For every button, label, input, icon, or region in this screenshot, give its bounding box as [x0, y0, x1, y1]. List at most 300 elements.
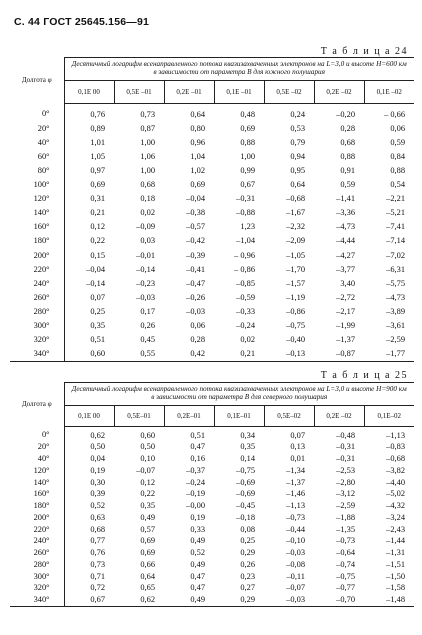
value-cell: 0,69 — [240, 123, 255, 133]
value-cell: 0,68 — [90, 524, 105, 534]
value-cell: –0,48 — [336, 430, 355, 440]
value-cell: –0,14 — [136, 264, 155, 274]
value-cell: 0,49 — [140, 512, 155, 522]
value-cell: 0,84 — [390, 151, 405, 161]
value-cell: 0,88 — [240, 137, 255, 147]
longitude-cell: 0° — [10, 103, 64, 122]
column-header: 0,2E –01 — [164, 80, 214, 103]
longitude-cell: 160° — [10, 220, 64, 234]
table-row — [10, 192, 414, 206]
column-header: 0,1E –02 — [364, 80, 414, 103]
longitude-cell: 40° — [10, 453, 64, 465]
value-cell: 0,51 — [90, 335, 105, 345]
column-header: 0,5E –01 — [114, 80, 164, 103]
value-cell: 0,42 — [190, 349, 205, 359]
longitude-cell: 180° — [10, 500, 64, 512]
value-cell: 1,06 — [140, 151, 155, 161]
value-cell: –0,00 — [186, 501, 205, 511]
value-cell: –0,59 — [236, 292, 255, 302]
value-cell: –0,07 — [286, 583, 305, 593]
value-cell: –0,19 — [186, 489, 205, 499]
value-cell: 0,07 — [290, 430, 305, 440]
value-cell: 0,19 — [90, 465, 105, 475]
value-cell: 0,07 — [90, 292, 105, 302]
value-cell: –4,27 — [336, 250, 355, 260]
longitude-cell: 340° — [10, 347, 64, 362]
value-cell: –0,38 — [186, 208, 205, 218]
value-cell: 0,29 — [240, 595, 255, 605]
value-cell: 0,60 — [140, 430, 155, 440]
value-cell: –1,05 — [286, 250, 305, 260]
table-row — [10, 263, 414, 277]
table-row — [10, 234, 414, 248]
value-cell: –3,77 — [336, 264, 355, 274]
column-header: 0,5E–01 — [114, 405, 164, 426]
value-cell: 0,51 — [190, 430, 205, 440]
value-cell: –7,14 — [386, 236, 405, 246]
value-cell: 0,71 — [90, 571, 105, 581]
value-cell: 0,52 — [190, 548, 205, 558]
longitude-cell: 340° — [10, 594, 64, 606]
longitude-cell: 260° — [10, 291, 64, 305]
table-row — [10, 488, 414, 500]
value-cell: 0,50 — [140, 442, 155, 452]
value-cell: 1,02 — [190, 165, 205, 175]
value-cell: 0,69 — [140, 548, 155, 558]
value-cell: 0,30 — [90, 477, 105, 487]
value-cell: –1,46 — [286, 489, 305, 499]
value-cell: 0,47 — [190, 442, 205, 452]
value-cell: 0,15 — [90, 250, 105, 260]
value-cell: –0,37 — [186, 465, 205, 475]
value-cell: –0,73 — [286, 512, 305, 522]
value-cell: 0,04 — [90, 454, 105, 464]
longitude-cell: 280° — [10, 305, 64, 319]
value-cell: –5,75 — [386, 278, 405, 288]
value-cell: 0,50 — [90, 442, 105, 452]
value-cell: 0,77 — [90, 536, 105, 546]
value-cell: –2,43 — [386, 524, 405, 534]
value-cell: 0,26 — [240, 559, 255, 569]
table-row — [10, 500, 414, 512]
value-cell: – 0,96 — [234, 250, 255, 260]
value-cell: –0,08 — [286, 559, 305, 569]
value-cell: –3,24 — [386, 512, 405, 522]
table-row — [10, 453, 414, 465]
value-cell: 0,24 — [290, 109, 305, 119]
value-cell: 1,23 — [240, 222, 255, 232]
value-cell: 0,94 — [290, 151, 305, 161]
value-cell: –0,03 — [136, 292, 155, 302]
value-cell: 0,35 — [90, 321, 105, 330]
table-row — [10, 122, 414, 136]
value-cell: 0,69 — [190, 180, 205, 190]
value-cell: –2,59 — [336, 501, 355, 511]
value-cell: –1,13 — [386, 430, 405, 440]
longitude-cell: 20° — [10, 122, 64, 136]
value-cell: 0,72 — [90, 583, 105, 593]
column-header: 0,1E 00 — [64, 405, 114, 426]
value-cell: 0,73 — [90, 559, 105, 569]
value-cell: –4,44 — [336, 236, 355, 246]
value-cell: –0,01 — [136, 250, 155, 260]
table-row — [10, 441, 414, 453]
value-cell: –3,89 — [386, 306, 405, 316]
value-cell: 0,29 — [240, 548, 255, 558]
value-cell: 0,47 — [190, 571, 205, 581]
value-cell: 0,28 — [190, 335, 205, 345]
value-cell: –1,44 — [386, 536, 405, 546]
value-cell: –2,21 — [386, 194, 405, 204]
value-cell: –0,77 — [336, 583, 355, 593]
table-row — [10, 206, 414, 220]
longitude-cell: 260° — [10, 547, 64, 559]
longitude-cell: 140° — [10, 206, 64, 220]
value-cell: –4,32 — [386, 501, 405, 511]
value-cell: 0,73 — [140, 109, 155, 119]
table-row — [10, 594, 414, 606]
longitude-cell: 100° — [10, 178, 64, 192]
value-cell: 3,40 — [340, 278, 355, 288]
longitude-cell: 120° — [10, 465, 64, 477]
value-cell: 0,49 — [190, 536, 205, 546]
table-row — [10, 347, 414, 362]
value-cell: 1,00 — [240, 151, 255, 161]
column-header: 0,2E–01 — [164, 405, 214, 426]
value-cell: 0,55 — [140, 349, 155, 359]
value-cell: –1,37 — [336, 335, 355, 345]
value-cell: –0,74 — [336, 559, 355, 569]
table-row — [10, 559, 414, 571]
value-cell: –0,41 — [186, 264, 205, 274]
value-cell: 0,64 — [290, 180, 305, 190]
value-cell: 0,01 — [290, 454, 305, 464]
value-cell: –2,53 — [336, 465, 355, 475]
value-cell: 0,22 — [140, 489, 155, 499]
value-cell: 0,21 — [90, 208, 105, 218]
longitude-cell: 240° — [10, 277, 64, 291]
value-cell: 0,28 — [340, 123, 355, 133]
value-cell: –5,02 — [386, 489, 405, 499]
value-cell: 0,16 — [190, 454, 205, 464]
value-cell: 0,17 — [140, 306, 155, 316]
value-cell: 0,59 — [340, 180, 355, 190]
table-row — [10, 571, 414, 583]
rowlabel-text: Долгота φ — [21, 76, 52, 85]
longitude-cell: 280° — [10, 559, 64, 571]
column-header: 0,5E–02 — [264, 405, 314, 426]
value-cell: –0,07 — [136, 465, 155, 475]
longitude-cell: 80° — [10, 164, 64, 178]
table-row — [10, 426, 414, 441]
table-row — [10, 150, 414, 164]
longitude-cell: 240° — [10, 535, 64, 547]
value-cell: 0,22 — [90, 236, 105, 246]
value-cell: –0,86 — [286, 306, 305, 316]
value-cell: –4,73 — [386, 292, 405, 302]
value-cell: –0,14 — [86, 278, 105, 288]
value-cell: 0,27 — [240, 583, 255, 593]
value-cell: 0,80 — [190, 123, 205, 133]
longitude-cell: 160° — [10, 488, 64, 500]
value-cell: –1,37 — [286, 477, 305, 487]
table-row — [10, 582, 414, 594]
value-cell: –0,69 — [236, 489, 255, 499]
table-row — [10, 465, 414, 477]
value-cell: 0,06 — [390, 123, 405, 133]
column-header: 0,5E –02 — [264, 80, 314, 103]
value-cell: 1,00 — [140, 165, 155, 175]
value-cell: 0,33 — [190, 524, 205, 534]
value-cell: 0,60 — [90, 349, 105, 359]
value-cell: –2,80 — [336, 477, 355, 487]
value-cell: –1,19 — [286, 292, 305, 302]
value-cell: 0,45 — [140, 335, 155, 345]
table-24-rowlabel-header — [10, 58, 64, 104]
table-row — [10, 512, 414, 524]
value-cell: –0,26 — [186, 292, 205, 302]
value-cell: –0,75 — [286, 321, 305, 330]
value-cell: –0,68 — [286, 194, 305, 204]
longitude-cell: 120° — [10, 192, 64, 206]
value-cell: 1,01 — [90, 137, 105, 147]
column-header: 0,2E –02 — [314, 405, 364, 426]
value-cell: 0,65 — [140, 583, 155, 593]
value-cell: –0,10 — [286, 536, 305, 546]
table-row — [10, 547, 414, 559]
value-cell: 0,12 — [140, 477, 155, 487]
value-cell: 0,68 — [140, 180, 155, 190]
value-cell: 0,49 — [190, 595, 205, 605]
value-cell: 0,06 — [190, 321, 205, 330]
value-cell: –3,82 — [386, 465, 405, 475]
value-cell: –4,40 — [386, 477, 405, 487]
value-cell: 0,69 — [90, 180, 105, 190]
value-cell: 0,88 — [390, 165, 405, 175]
value-cell: –0,23 — [136, 278, 155, 288]
table-row — [10, 333, 414, 347]
table-row — [10, 136, 414, 150]
value-cell: –3,61 — [386, 321, 405, 330]
value-cell: 0,89 — [90, 123, 105, 133]
value-cell: 0,19 — [190, 512, 205, 522]
table-24-label: Т а б л и ц а 24 — [320, 46, 408, 57]
longitude-cell: 300° — [10, 319, 64, 333]
value-cell: 0,47 — [190, 583, 205, 593]
value-cell: 0,54 — [390, 180, 405, 190]
value-cell: –1,58 — [386, 583, 405, 593]
value-cell: –1,67 — [286, 208, 305, 218]
value-cell: 0,66 — [140, 559, 155, 569]
longitude-cell: 320° — [10, 582, 64, 594]
value-cell: 0,99 — [240, 165, 255, 175]
value-cell: –0,09 — [136, 222, 155, 232]
value-cell: –0,57 — [186, 222, 205, 232]
value-cell: 0,69 — [140, 536, 155, 546]
value-cell: – 0,66 — [384, 109, 405, 119]
value-cell: –1,99 — [336, 321, 355, 330]
value-cell: 0,53 — [290, 123, 305, 133]
column-header: 0,1E 00 — [64, 80, 114, 103]
table-25-caption: Десятичный логарифм всенаправленного потока квазизахваченных электронов на L=3,0 и высоте H=900 км в зависимости от параметра B для северного полушария — [64, 383, 414, 406]
table-row — [10, 164, 414, 178]
value-cell: 0,96 — [190, 137, 205, 147]
value-cell: 0,64 — [140, 571, 155, 581]
value-cell: 0,52 — [90, 501, 105, 511]
table-row — [10, 524, 414, 536]
table-row — [10, 103, 414, 122]
value-cell: –0,73 — [336, 536, 355, 546]
value-cell: –0,68 — [386, 454, 405, 464]
longitude-cell: 300° — [10, 571, 64, 583]
value-cell: 0,76 — [90, 548, 105, 558]
value-cell: 0,57 — [140, 524, 155, 534]
table-row — [10, 535, 414, 547]
value-cell: –1,70 — [286, 264, 305, 274]
value-cell: –0,31 — [236, 194, 255, 204]
value-cell: –0,33 — [236, 306, 255, 316]
value-cell: –1,57 — [286, 278, 305, 288]
value-cell: –5,21 — [386, 208, 405, 218]
value-cell: –2,72 — [336, 292, 355, 302]
value-cell: –0,11 — [286, 571, 305, 581]
value-cell: –0,03 — [186, 306, 205, 316]
value-cell: –0,75 — [336, 571, 355, 581]
value-cell: 0,08 — [240, 524, 255, 534]
table-25-rowlabel-header — [10, 383, 64, 427]
value-cell: –0,20 — [336, 109, 355, 119]
table-row — [10, 291, 414, 305]
value-cell: –0,24 — [186, 477, 205, 487]
value-cell: 0,21 — [240, 349, 255, 359]
table-row — [10, 477, 414, 489]
longitude-cell: 320° — [10, 333, 64, 347]
value-cell: 0,64 — [190, 109, 205, 119]
longitude-cell: 0° — [10, 426, 64, 441]
value-cell: –0,03 — [286, 595, 305, 605]
table-25 — [10, 382, 414, 607]
value-cell: –0,88 — [236, 208, 255, 218]
value-cell: –0,69 — [236, 477, 255, 487]
value-cell: 0,35 — [240, 442, 255, 452]
value-cell: 0,48 — [240, 109, 255, 119]
table-row — [10, 178, 414, 192]
longitude-cell: 140° — [10, 477, 64, 489]
value-cell: –7,41 — [386, 222, 405, 232]
longitude-cell: 60° — [10, 150, 64, 164]
value-cell: 0,23 — [240, 571, 255, 581]
value-cell: –1,31 — [386, 548, 405, 558]
value-cell: –0,39 — [186, 250, 205, 260]
value-cell: 0,18 — [140, 194, 155, 204]
value-cell: 0,76 — [90, 109, 105, 119]
table-row — [10, 277, 414, 291]
page-header: С. 44 ГОСТ 25645.156—91 — [14, 16, 150, 28]
value-cell: –2,09 — [286, 236, 305, 246]
table-row — [10, 220, 414, 234]
table-24 — [10, 57, 414, 362]
value-cell: –0,40 — [286, 335, 305, 345]
longitude-cell: 20° — [10, 441, 64, 453]
value-cell: –0,75 — [236, 465, 255, 475]
value-cell: –2,17 — [336, 306, 355, 316]
value-cell: –0,04 — [86, 264, 105, 274]
longitude-cell: 200° — [10, 249, 64, 263]
value-cell: –1,41 — [336, 194, 355, 204]
value-cell: 0,79 — [290, 137, 305, 147]
value-cell: –1,35 — [336, 524, 355, 534]
value-cell: –3,12 — [336, 489, 355, 499]
value-cell: 0,34 — [240, 430, 255, 440]
value-cell: 0,31 — [90, 194, 105, 204]
value-cell: –0,47 — [186, 278, 205, 288]
value-cell: 0,91 — [340, 165, 355, 175]
value-cell: –0,24 — [236, 321, 255, 330]
rowlabel-text: Долгота φ — [21, 400, 52, 409]
value-cell: 0,25 — [90, 306, 105, 316]
value-cell: 0,49 — [190, 559, 205, 569]
value-cell: 0,67 — [90, 595, 105, 605]
value-cell: –3,36 — [336, 208, 355, 218]
value-cell: –1,34 — [286, 465, 305, 475]
longitude-cell: 220° — [10, 524, 64, 536]
value-cell: –0,31 — [336, 454, 355, 464]
value-cell: 0,10 — [140, 454, 155, 464]
value-cell: 0,68 — [340, 137, 355, 147]
longitude-cell: 40° — [10, 136, 64, 150]
value-cell: –0,70 — [336, 595, 355, 605]
value-cell: 0,63 — [90, 512, 105, 522]
value-cell: 0,02 — [240, 335, 255, 345]
value-cell: 1,05 — [90, 151, 105, 161]
value-cell: 0,13 — [290, 442, 305, 452]
value-cell: 1,04 — [190, 151, 205, 161]
value-cell: –2,32 — [286, 222, 305, 232]
value-cell: –0,18 — [236, 512, 255, 522]
value-cell: 1,00 — [140, 137, 155, 147]
value-cell: –1,51 — [386, 559, 405, 569]
column-header: 0,1E–01 — [214, 405, 264, 426]
value-cell: –0,04 — [186, 194, 205, 204]
value-cell: –0,42 — [186, 236, 205, 246]
column-header: 0,1E –01 — [214, 80, 264, 103]
value-cell: –1,48 — [386, 595, 405, 605]
value-cell: –0,83 — [386, 442, 405, 452]
value-cell: 0,02 — [140, 208, 155, 218]
value-cell: –0,31 — [336, 442, 355, 452]
table-24-caption: Десятичный логарифм всенаправленного потока квазизахваченных электронов на L=3,0 и высоте H=600 км в зависимости от параметра B для южного полушария — [64, 58, 414, 81]
value-cell: 0,35 — [140, 501, 155, 511]
table-row — [10, 249, 414, 263]
value-cell: –2,59 — [386, 335, 405, 345]
longitude-cell: 200° — [10, 512, 64, 524]
value-cell: 0,97 — [90, 165, 105, 175]
value-cell: 0,59 — [390, 137, 405, 147]
value-cell: 0,62 — [90, 430, 105, 440]
table-row — [10, 319, 414, 333]
value-cell: –7,02 — [386, 250, 405, 260]
value-cell: –6,31 — [386, 264, 405, 274]
value-cell: 0,95 — [290, 165, 305, 175]
longitude-cell: 220° — [10, 263, 64, 277]
value-cell: 0,14 — [240, 454, 255, 464]
value-cell: 0,39 — [90, 489, 105, 499]
column-header: 0,2E –02 — [314, 80, 364, 103]
value-cell: 0,87 — [140, 123, 155, 133]
value-cell: –0,45 — [236, 501, 255, 511]
value-cell: –1,50 — [386, 571, 405, 581]
value-cell: –1,77 — [386, 349, 405, 359]
